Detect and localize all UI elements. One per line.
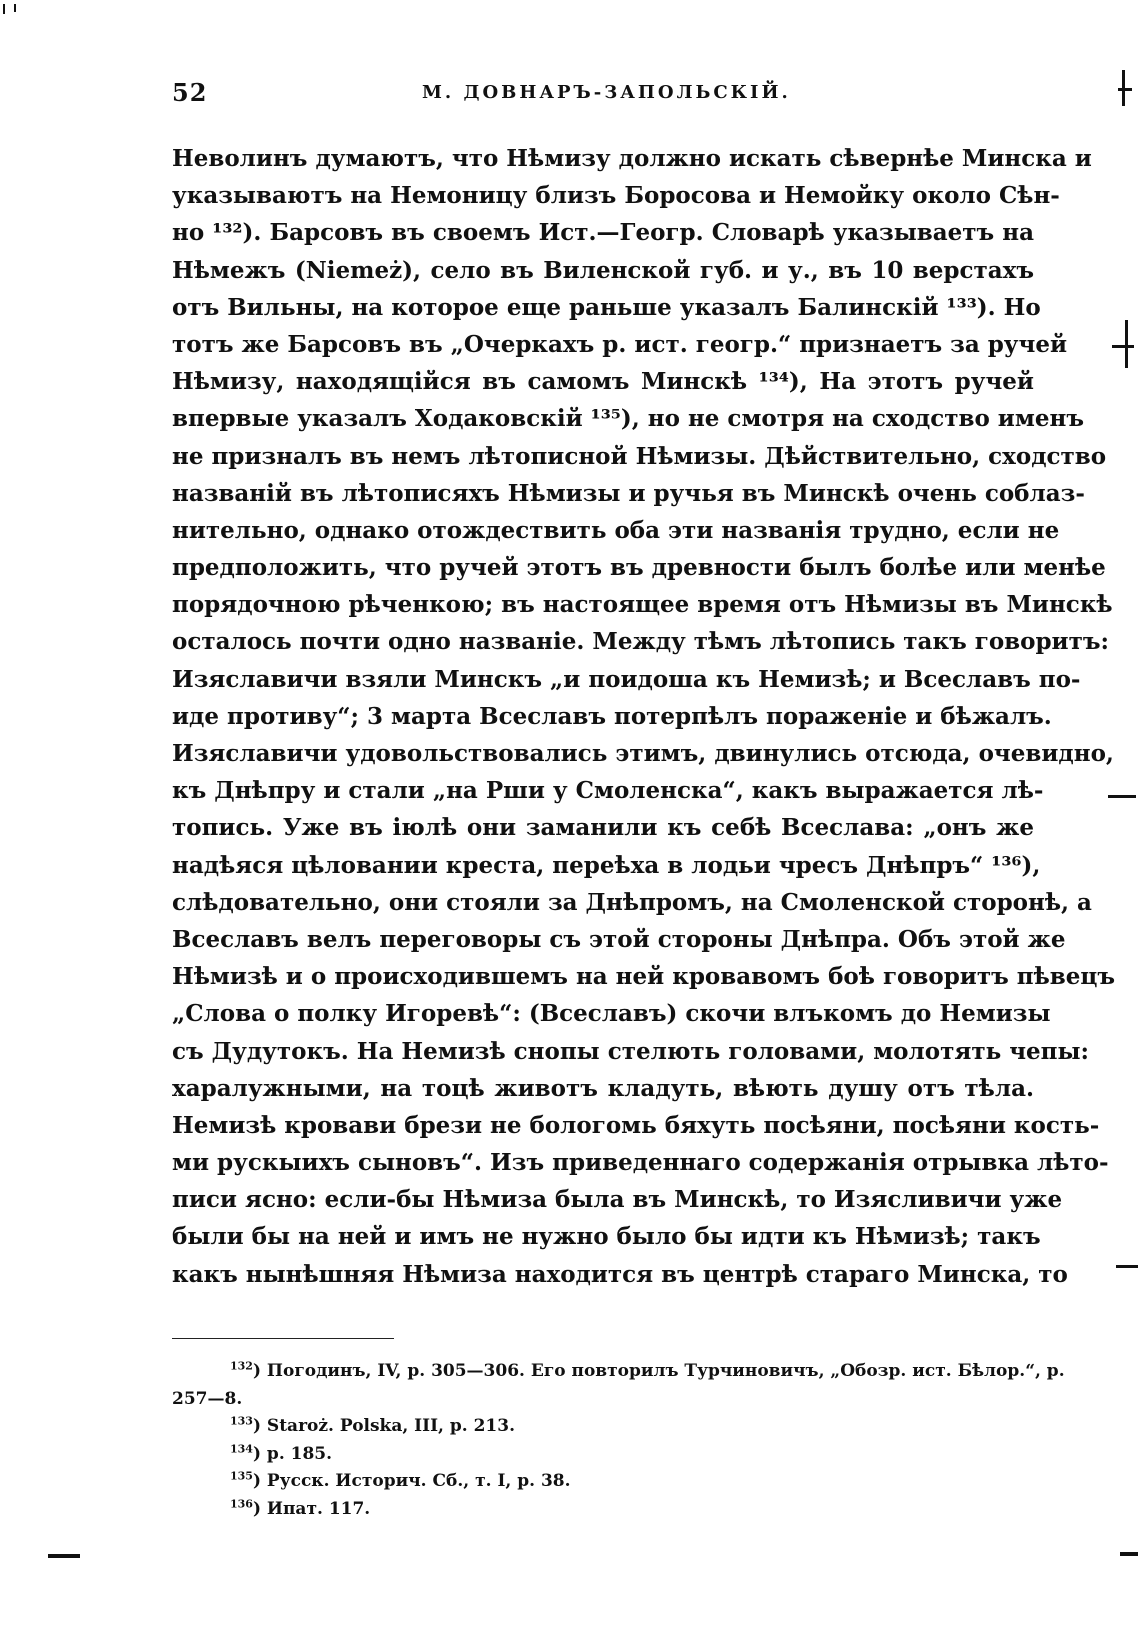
text-line: предположить, что ручей этотъ въ древности былъ болѣе или менѣе [172, 554, 1106, 582]
text-line: Нѣмизѣ и о происходившемъ на ней кровавомъ боѣ говоритъ пѣвецъ [172, 963, 1115, 991]
text-line: къ Днѣпру и стали „на Рши у Смоленска“, какъ выражается лѣ- [172, 777, 1044, 805]
text-line: Немизѣ кровави брези не бологомь бяхуть посѣяни, посѣяни кость- [172, 1111, 1100, 1139]
scan-artifact [3, 4, 5, 14]
text-line: ми рускыихъ сыновъ“. Изъ приведеннаго содержанія отрывка лѣто- [172, 1149, 1109, 1177]
body-text [172, 140, 1115, 1293]
text-line: не призналъ въ немъ лѣтописной Нѣмизы. Дѣйствительно, сходство [172, 442, 1107, 470]
footnote-text: ) Погодинъ, IV, р. 305—306. Его повторилъ Турчиновичъ, „Обозр. ист. Бѣлор.“, р. [252, 1361, 1065, 1381]
scan-artifact [1108, 795, 1136, 798]
scan-artifact [1116, 1265, 1138, 1268]
page-header [172, 78, 1034, 114]
text-line: слѣдовательно, они стояли за Днѣпромъ, на Смоленской сторонѣ, а [172, 888, 1092, 916]
footnote-number: 136 [230, 1496, 253, 1510]
footnote-number: 135 [230, 1469, 253, 1483]
text-line: указываютъ на Немоницу близъ Боросова и Немойку около Сѣн- [172, 182, 1060, 210]
footnote [172, 1413, 1034, 1441]
text-line: порядочною рѣченкою; въ настоящее время отъ Нѣмизы въ Минскѣ [172, 591, 1113, 619]
scan-artifact [1122, 70, 1125, 106]
text-line: какъ нынѣшняя Нѣмиза находится въ центрѣ стараго Минска, то [172, 1260, 1068, 1288]
text-line: Неволинъ думаютъ, что Нѣмизу должно искать сѣвернѣе Минска и [172, 145, 1092, 172]
scan-artifact [48, 1554, 80, 1558]
text-line: нительно, однако отождествить оба эти названія трудно, если не [172, 516, 1060, 544]
text-line: харалужными, на тоцѣ животъ кладуть, вѣють душу отъ тѣла. [172, 1074, 1034, 1102]
scan-artifact [1112, 345, 1134, 348]
text-line: Нѣмежъ (Niemeż), село въ Виленской губ. и у., въ 10 верстахъ [172, 256, 1034, 284]
scan-artifact [1120, 1552, 1138, 1556]
text-line: надѣяся цѣловании креста, переѣха в лодьи чресъ Днѣпръ“ ¹³⁶), [172, 851, 1041, 879]
text-line: писи ясно: если-бы Нѣмиза была въ Минскѣ, то Изясливичи уже [172, 1186, 1063, 1214]
text-line: отъ Вильны, на которое еще раньше указалъ Балинскій ¹³³). Но [172, 293, 1041, 321]
text-line: были бы на ней и имъ не нужно было бы идти къ Нѣмизѣ; такъ [172, 1223, 1041, 1251]
text-line: тотъ же Барсовъ въ „Очеркахъ р. ист. геогр.“ признаетъ за ручей [172, 330, 1068, 358]
scan-artifact [1125, 320, 1128, 368]
footnote [172, 1358, 1065, 1386]
footnote-text: ) Staroż. Polska, III, р. 213. [252, 1416, 516, 1436]
footnote-text: ) Ипат. 117. [252, 1498, 371, 1519]
text-line: Изяславичи удовольствовались этимъ, двинулись отсюда, очевидно, [172, 740, 1114, 767]
footnote [172, 1468, 1034, 1496]
footnote-number: 132 [230, 1359, 253, 1373]
text-line: „Слова о полку Игоревѣ“: (Всеславъ) скочи влъкомъ до Немизы [172, 1000, 1051, 1028]
page-number: 52 [172, 78, 208, 107]
text-line: впервые указалъ Ходаковскій ¹³⁵), но не смотря на сходство именъ [172, 405, 1084, 433]
footnote [172, 1496, 1034, 1524]
text-line: иде противу“; 3 марта Всеславъ потерпѣлъ пораженіе и бѣжалъ. [172, 702, 1052, 730]
footnote-text: 257—8. [172, 1388, 243, 1409]
text-line: Всеславъ велъ переговоры съ этой стороны Днѣпра. Объ этой же [172, 925, 1066, 953]
footnote-divider [172, 1338, 394, 1339]
scan-artifact [14, 4, 16, 12]
footnote [172, 1441, 1034, 1469]
text-line: Изяславичи взяли Минскъ „и поидоша къ Немизѣ; и Всеславъ по- [172, 665, 1081, 693]
footnote-text: ) р. 185. [252, 1443, 333, 1464]
scan-artifact [1118, 88, 1132, 91]
text-line: топись. Уже въ іюлѣ они заманили къ себѣ Всеслава: „онъ же [172, 814, 1034, 842]
text-line: но ¹³²). Барсовъ въ своемъ Ист.—Геогр. Словарѣ указываетъ на [172, 219, 1034, 247]
text-line: осталось почти одно названіе. Между тѣмъ лѣтопись такъ говоритъ: [172, 628, 1110, 656]
text-line: названій въ лѣтописяхъ Нѣмизы и ручья въ Минскѣ очень соблаз- [172, 479, 1085, 507]
running-head: М. ДОВНАРЪ-ЗАПОЛЬСКІЙ. [422, 82, 791, 103]
footnote-continuation [172, 1386, 1034, 1414]
footnote-number: 133 [230, 1414, 253, 1428]
text-line: Нѣмизу, находящійся въ самомъ Минскѣ ¹³⁴), На этотъ ручей [172, 368, 1034, 396]
footnotes [172, 1358, 1065, 1523]
footnote-text: ) Русск. Историч. Сб., т. I, р. 38. [252, 1471, 571, 1491]
footnote-number: 134 [230, 1441, 253, 1455]
text-line: съ Дудутокъ. На Немизѣ снопы стелють головами, молотять чепы: [172, 1037, 1090, 1065]
